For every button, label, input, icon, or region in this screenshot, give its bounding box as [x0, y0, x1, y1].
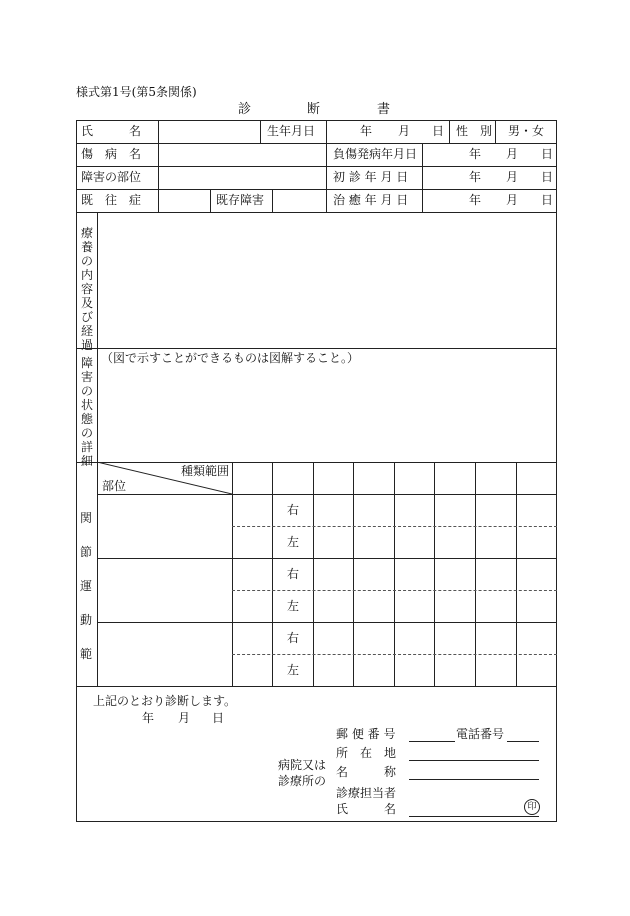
footer-date-year: 年: [142, 711, 155, 725]
col-divider: [495, 120, 496, 143]
institution-name-field-line: [409, 779, 539, 780]
row-divider: [76, 143, 557, 144]
col-divider: [449, 120, 450, 143]
doctor-name-field-line: [409, 816, 539, 817]
medical-history-label: 既 往 症: [81, 193, 142, 207]
footer-statement: 上記のとおり診断します。: [93, 694, 237, 708]
rom-row-divider: [97, 622, 557, 623]
rom-label-char-4: 動: [80, 613, 93, 627]
onset-day: 日: [541, 147, 554, 161]
institution-label-2: 診療所の: [278, 774, 327, 788]
first-visit-month: 月: [506, 170, 519, 184]
rom-row3-right: 右: [287, 631, 300, 645]
col-divider: [260, 120, 261, 143]
doctor-label-2: 氏 名: [336, 802, 397, 816]
rom-header-type-range: 種類範囲: [181, 464, 230, 478]
rom-row1-right: 右: [287, 503, 300, 517]
section-divider: [76, 348, 557, 349]
sex-value: 男・女: [508, 124, 545, 138]
rom-col-divider: [394, 462, 395, 686]
first-visit-year: 年: [469, 170, 482, 184]
col-divider: [326, 143, 327, 212]
rom-col-divider: [353, 462, 354, 686]
col-divider: [422, 143, 423, 212]
treatment-label: 療養の内容及び経過: [80, 226, 93, 352]
rom-header-divider: [97, 494, 557, 495]
condition-note: （図で示すことができるものは図解すること。）: [101, 351, 360, 365]
rom-header-site: 部位: [102, 479, 127, 493]
title-char-1: 診: [238, 102, 252, 117]
rom-subrow-divider: [232, 654, 557, 655]
onset-month: 月: [506, 147, 519, 161]
footer-date-day: 日: [212, 711, 225, 725]
rom-row2-left: 左: [287, 599, 300, 613]
doctor-label-1: 診療担当者: [336, 786, 397, 800]
cure-month: 月: [506, 193, 519, 207]
onset-date-label: 負傷発病年月日: [333, 147, 418, 161]
row-divider: [76, 189, 557, 190]
institution-label-1: 病院又は: [278, 758, 327, 772]
title-char-2: 断: [307, 102, 321, 117]
rom-col-divider: [516, 462, 517, 686]
rom-col-divider: [313, 462, 314, 686]
address-label: 所 在 地: [336, 746, 397, 760]
phone-label: 電話番号: [456, 727, 505, 741]
first-visit-label: 初 診 年 月 日: [333, 170, 409, 184]
rom-label-char-5: 範: [80, 647, 93, 661]
injury-name-label: 傷 病 名: [81, 147, 142, 161]
cure-day: 日: [541, 193, 554, 207]
disability-site-label: 障害の部位: [81, 170, 142, 184]
phone-field-line: [507, 741, 539, 742]
title-char-3: 書: [377, 102, 391, 117]
cure-date-label: 治 癒 年 月 日: [333, 193, 409, 207]
rom-col-divider: [475, 462, 476, 686]
postal-code-field-line: [409, 741, 455, 742]
dob-day: 日: [432, 124, 445, 138]
rom-row1-left: 左: [287, 535, 300, 549]
rom-label-char-3: 運: [80, 579, 93, 593]
name-label: 氏 名: [81, 124, 142, 138]
cure-year: 年: [469, 193, 482, 207]
onset-year: 年: [469, 147, 482, 161]
first-visit-day: 日: [541, 170, 554, 184]
row-divider: [76, 166, 557, 167]
existing-disability-label: 既存障害: [216, 193, 265, 207]
condition-label: 障害の状態の詳細: [80, 356, 93, 468]
form-number: 様式第1号(第5条関係): [76, 85, 197, 99]
sex-label: 性 別: [456, 124, 493, 138]
postal-code-label: 郵 便 番 号: [336, 727, 396, 741]
row-divider: [76, 212, 557, 213]
institution-name-label: 名 称: [336, 765, 397, 779]
rom-col-divider: [232, 462, 233, 686]
dob-label: 生年月日: [267, 124, 316, 138]
rom-row2-right: 右: [287, 567, 300, 581]
rom-subrow-divider: [232, 590, 557, 591]
seal-mark-icon: 印: [524, 799, 540, 815]
address-field-line: [409, 760, 539, 761]
col-divider: [210, 189, 211, 212]
section-divider: [76, 686, 557, 687]
dob-year: 年: [360, 124, 373, 138]
label-column-divider: [97, 212, 98, 686]
footer-date-month: 月: [178, 711, 191, 725]
col-divider: [158, 120, 159, 212]
col-divider: [272, 189, 273, 212]
rom-col-divider: [272, 462, 273, 686]
dob-month: 月: [398, 124, 411, 138]
rom-label-char-2: 節: [80, 545, 93, 559]
col-divider: [326, 120, 327, 143]
rom-row3-left: 左: [287, 663, 300, 677]
rom-label-char-1: 関: [80, 511, 93, 525]
rom-subrow-divider: [232, 526, 557, 527]
rom-col-divider: [434, 462, 435, 686]
rom-row-divider: [97, 558, 557, 559]
